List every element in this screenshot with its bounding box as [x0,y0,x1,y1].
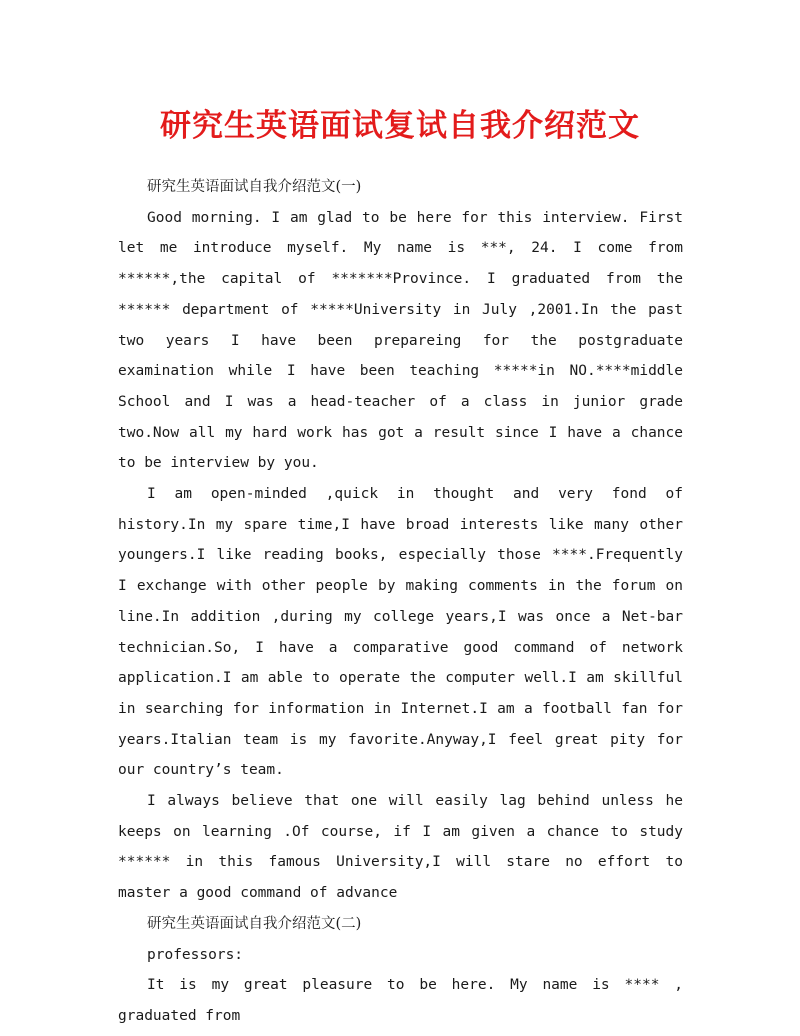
section-2-heading: 研究生英语面试自我介绍范文(二) [147,915,362,932]
document-title: 研究生英语面试复试自我介绍范文 [160,108,640,144]
section-1-paragraph-2: I am open-minded ,quick in thought and very fond of history.In my spare time,I have broad interests like many other youngers.I like reading books, especially those ****.Frequently I exchange with other people by making comments in the forum on line.In addition ,during my college years,I was once a Net-bar technician.So, I have a comparative good command of network application.I am able to operate the computer well.I am skillful in searching for information in Internet.I am a football fan for years.Italian team is my favorite.Anyway,I feel great pity for our country’s team. [118,486,683,779]
section-2-greeting: professors: [147,946,244,963]
section-1-heading: 研究生英语面试自我介绍范文(一) [147,179,362,195]
section-1-paragraph-3: I always believe that one will easily lag behind unless he keeps on learning .Of course, if I am given a chance to study ****** in this famous University,I will stare no effort to master a good command of advance [118,793,683,902]
document-body [118,172,683,1032]
section-1-paragraph-1: Good morning. I am glad to be here for this interview. First let me introduce myself. My name is ***, 24. I come from ******,the capital of *******Province. I graduated from the ****** department of *****University in July ,2001.In the past two years I have been prepareing for the postgraduate examination while I have been teaching *****in NO.****middle School and I was a head-teacher of a class in junior grade two.Now all my hard work has got a result since I have a chance to be interview by you. [118,209,683,472]
section-2-paragraph-1: It is my great pleasure to be here. My name is **** , graduated from [118,977,683,1024]
